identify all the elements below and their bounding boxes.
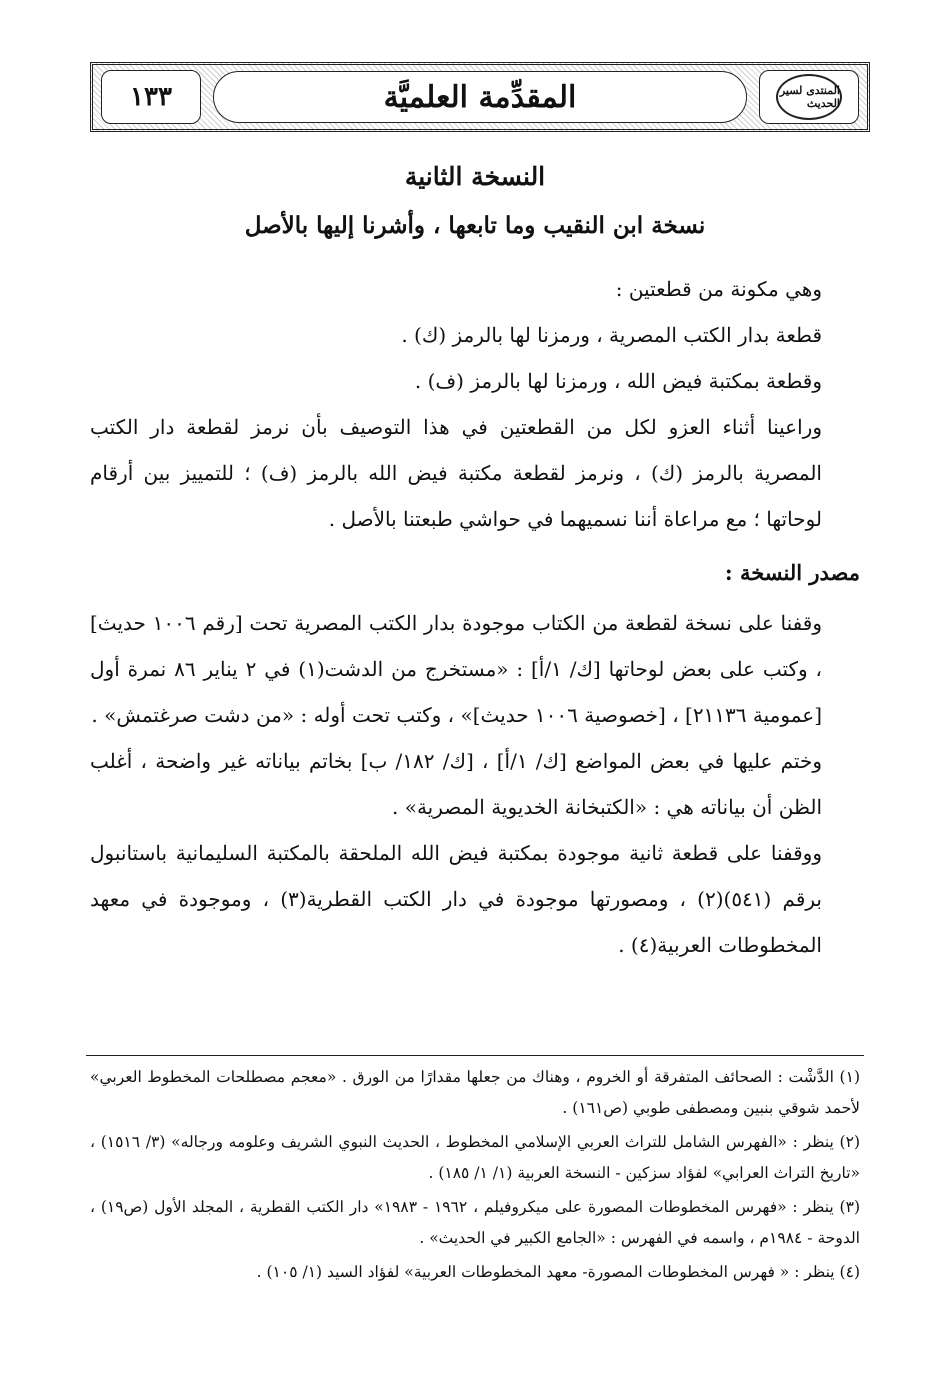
paragraph-3: وقطعة بمكتبة فيض الله ، ورمزنا لها بالرمز (ف) . — [414, 369, 822, 393]
footnote-1: (١) الدَّشْت : الصحائف المتفرقة أو الخروم ، وهناك من جعلها مقدارًا من الورق . «معجم مصطلحات المخطوط العربي» لأحمد شوقي بنبين ومصطفى طوبي (ص١٦١) . — [90, 1068, 860, 1117]
header-ornament-left — [101, 70, 201, 124]
publisher-seal-text: المنتدى لسير الحديث — [779, 84, 840, 110]
paragraph-5: وقفنا على نسخة لقطعة من الكتاب موجودة بدار الكتب المصرية تحت [رقم ١٠٠٦ حديث] ، وكتب على بعض لوحاتها [ك/ ١/أ] : «مستخرج من الدشت(١) في ٢ يناير ٨٦ نمرة أول [عمومية ٢١١٣٦] ، [خصوصية ١٠٠٦ حديث]» ، وكتب تحت أوله : «من دشت صرغتمش» . — [90, 611, 823, 727]
paragraph-4: وراعينا أثناء العزو لكل من القطعتين في هذا التوصيف بأن نرمز لقطعة دار الكتب المصرية بالرمز (ك) ، ونرمز لقطعة مكتبة فيض الله بالرمز (ف) ؛ للتمييز بين أرقام لوحاتها ؛ مع مراعاة أننا نسميهما في حواشي طبعتنا بالأصل . — [90, 415, 822, 531]
footnote-3: (٣) ينظر : «فهرس المخطوطات المصورة على ميكروفيلم ، ١٩٦٢ - ١٩٨٣» دار الكتب القطرية ، المجلد الأول (ص١٩) ، الدوحة - ١٩٨٤م ، واسمه في الفهرس : «الجامع الكبير في الحديث» . — [90, 1198, 860, 1247]
paragraph-2: قطعة بدار الكتب المصرية ، ورمزنا لها بالرمز (ك) . — [401, 323, 822, 347]
source-heading: مصدر النسخة : — [724, 560, 860, 585]
header-title-frame — [213, 71, 747, 123]
paragraph-1: وهي مكونة من قطعتين : — [615, 277, 822, 301]
paragraph-7: ووقفنا على قطعة ثانية موجودة بمكتبة فيض الله الملحقة بالمكتبة السليمانية باستانبول برقم (٥٤١)(٢) ، ومصورتها موجودة في دار الكتب القطرية(٣) ، وموجودة في معهد المخطوطات العربية(٤) . — [90, 841, 822, 957]
footnotes — [90, 1062, 860, 1288]
header-ornament-right — [759, 70, 859, 124]
page-title: المقدِّمة العلميَّة — [383, 79, 577, 115]
paragraph-6: وختم عليها في بعض المواضع [ك/ ١/أ] ، [ك/ ١٨٢/ ب] بخاتم بياناته غير واضحة ، أغلب الظن أن بياناته هي : «الكتبخانة الخديوية المصرية» . — [90, 749, 822, 819]
main-text — [90, 266, 860, 968]
footnote-2: (٢) ينظر : «الفهرس الشامل للتراث العربي الإسلامي المخطوط ، الحديث النبوي الشريف وعلومه ورجاله» (٣/ ١٥١٦) ، «تاريخ التراث العرابي» لفؤاد سزكين - النسخة العربية (١/ ١/ ١٨٥) . — [90, 1133, 860, 1182]
section-subheading: نسخة ابن النقيب وما تابعها ، وأشرنا إليها بالأصل — [244, 212, 706, 239]
section-heading: النسخة الثانية — [404, 162, 546, 191]
footnote-4: (٤) ينظر : « فهرس المخطوطات المصورة- معهد المخطوطات العربية» لفؤاد السيد (١/ ١٠٥) . — [256, 1263, 860, 1281]
footnote-divider — [86, 1055, 864, 1056]
page-header — [90, 62, 870, 132]
page-number: ١٣٣ — [130, 82, 172, 112]
publisher-seal — [776, 74, 842, 120]
